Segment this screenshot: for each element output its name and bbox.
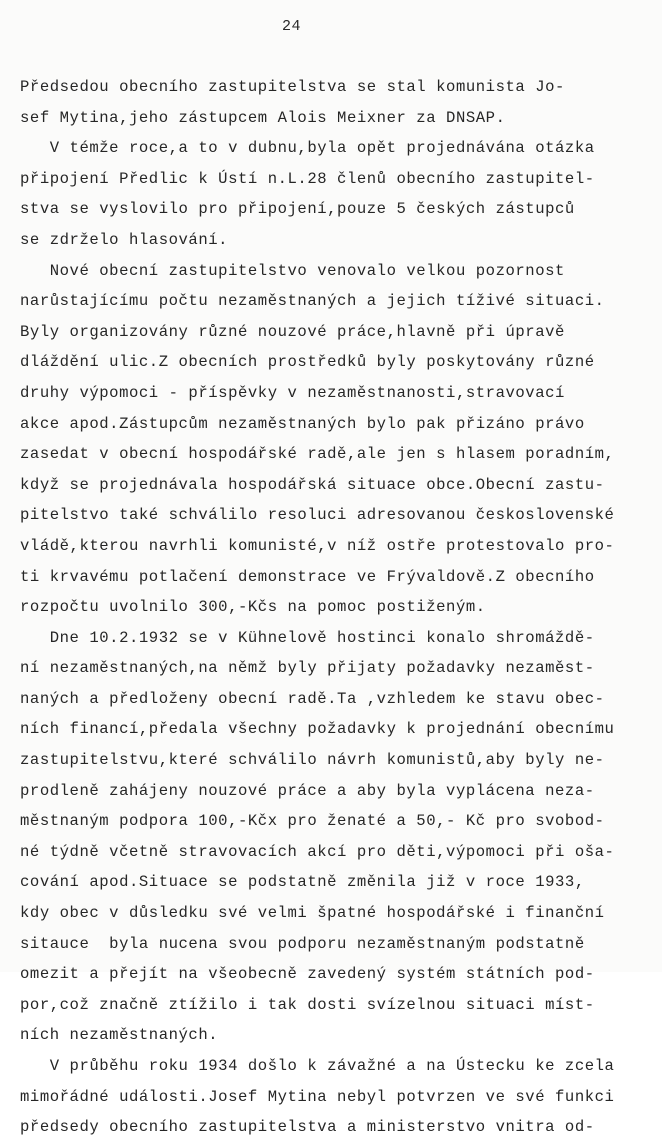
text-line: Dne 10.2.1932 se v Kühnelově hostinci konalo shromáždě- bbox=[20, 628, 595, 647]
text-line: Nové obecní zastupitelstvo venovalo velkou pozornost bbox=[20, 261, 565, 280]
text-line: narůstajícímu počtu nezaměstnaných a jejich tíživé situaci. bbox=[20, 292, 605, 311]
text-line: když se projednávala hospodářská situace obce.Obecní zastu- bbox=[20, 475, 605, 494]
text-line: cování apod.Situace se podstatně změnila již v roce 1933, bbox=[20, 873, 585, 892]
text-line: omezit a přejít na všeobecně zavedený systém státních pod- bbox=[20, 965, 595, 984]
text-line: ti krvavému potlačení demonstrace ve Frývaldově.Z obecního bbox=[20, 567, 595, 586]
text-line: ní nezaměstnaných,na němž byly přijaty požadavky nezaměst- bbox=[20, 659, 595, 678]
text-line: né týdně včetně stravovacích akcí pro děti,výpomoci při oša- bbox=[20, 842, 615, 861]
text-line: sef Mytina,jeho zástupcem Alois Meixner za DNSAP. bbox=[20, 108, 506, 127]
text-line: Byly organizovány různé nouzové práce,hlavně při úpravě bbox=[20, 322, 565, 341]
page-number: 24 bbox=[282, 18, 302, 35]
body-text bbox=[20, 72, 650, 1143]
text-line: rozpočtu uvolnilo 300,-Kčs na pomoc postiženým. bbox=[20, 598, 486, 617]
text-line: připojení Předlic k Ústí n.L.28 členů obecního zastupitel- bbox=[20, 169, 595, 188]
text-line: ních financí,předala všechny požadavky k projednání obecnímu bbox=[20, 720, 615, 739]
text-line: mimořádné události.Josef Mytina nebyl potvrzen ve své funkci bbox=[20, 1087, 615, 1106]
text-line: stva se vyslovilo pro připojení,pouze 5 českých zástupců bbox=[20, 200, 575, 219]
text-line: sitauce byla nucena svou podporu nezaměstnaným podstatně bbox=[20, 934, 585, 953]
text-line: dláždění ulic.Z obecních prostředků byly poskytovány různé bbox=[20, 353, 595, 372]
text-line: naných a předloženy obecní radě.Ta ,vzhledem ke stavu obec- bbox=[20, 689, 605, 708]
text-line: předsedy obecního zastupitelstva a ministerstvo vnitra od- bbox=[20, 1118, 595, 1137]
text-line: V průběhu roku 1934 došlo k závažné a na Ústecku ke zcela bbox=[20, 1057, 615, 1075]
text-line: se zdrželo hlasování. bbox=[20, 230, 229, 249]
text-line: ních nezaměstnaných. bbox=[20, 1026, 219, 1045]
text-line: druhy výpomoci - příspěvky v nezaměstnanosti,stravovací bbox=[20, 383, 565, 402]
text-line: Předsedou obecního zastupitelstva se stal komunista Jo- bbox=[20, 78, 565, 96]
text-line: V témže roce,a to v dubnu,byla opět projednávána otázka bbox=[20, 139, 595, 158]
text-line: městnaným podpora 100,-Kčx pro ženaté a 50,- Kč pro svobod- bbox=[20, 812, 605, 831]
text-line: akce apod.Zástupcům nezaměstnaných bylo pak přizáno právo bbox=[20, 414, 585, 433]
text-line: vládě,kterou navrhli komunisté,v níž ostře protestovalo pro- bbox=[20, 536, 615, 555]
text-line: prodleně zahájeny nouzové práce a aby byla vyplácena neza- bbox=[20, 781, 595, 800]
text-line: por,což značně ztížilo i tak dosti svízelnou situaci míst- bbox=[20, 995, 595, 1014]
text-line: zastupitelstvu,které schválilo návrh komunistů,aby byly ne- bbox=[20, 751, 605, 770]
text-line: zasedat v obecní hospodářské radě,ale jen s hlasem poradním, bbox=[20, 445, 615, 464]
text-line: kdy obec v důsledku své velmi špatné hospodářské i finanční bbox=[20, 904, 605, 923]
text-line: pitelstvo také schválilo resoluci adresovanou československé bbox=[20, 506, 615, 525]
